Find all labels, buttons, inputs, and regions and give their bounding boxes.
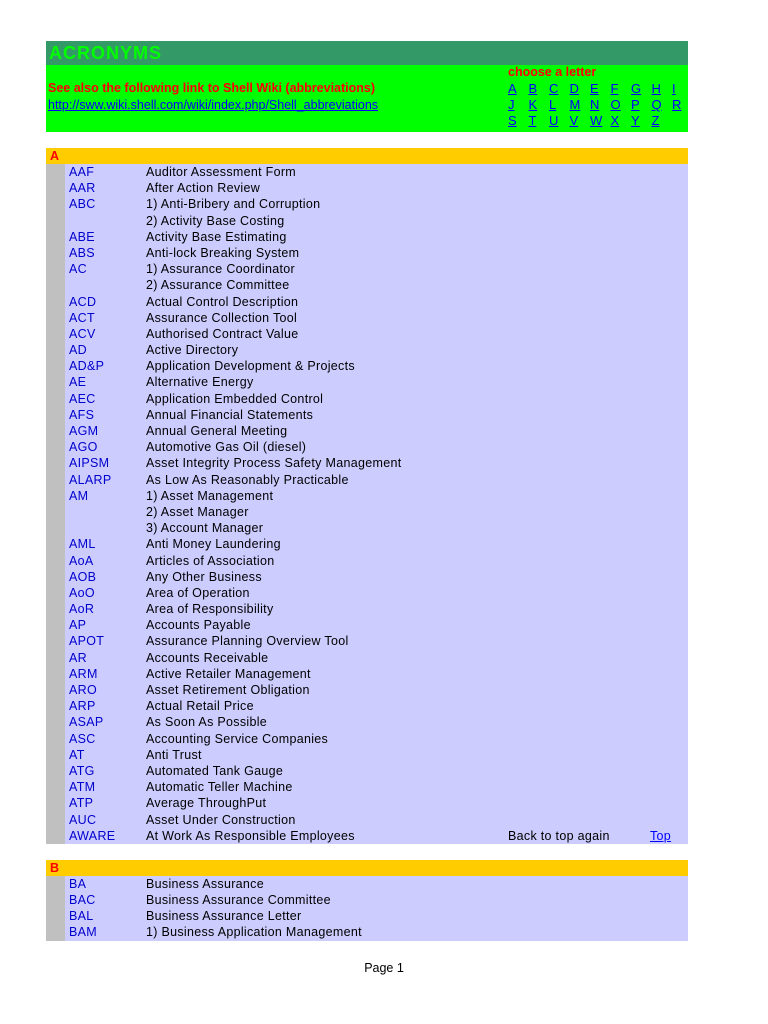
acronym-abbr: AD&P [69, 359, 105, 374]
acronym-abbr: AT [69, 747, 85, 762]
acronym-row [46, 763, 688, 779]
letter-link-m[interactable]: M [569, 97, 581, 112]
acronym-abbr: AE [69, 375, 87, 390]
acronym-row [46, 423, 688, 439]
acronym-abbr: AFS [69, 407, 95, 422]
acronym-abbr: AC [69, 262, 87, 277]
letter-link-w[interactable]: W [590, 113, 603, 128]
letter-link-o[interactable]: O [610, 97, 621, 112]
acronym-row [46, 520, 688, 536]
letter-link-e[interactable]: E [590, 81, 599, 96]
letter-row [508, 81, 688, 97]
acronym-description: Any Other Business [146, 569, 262, 584]
letter-link-r[interactable]: R [672, 97, 682, 112]
acronym-abbr: ASAP [69, 715, 104, 730]
acronym-row [46, 488, 688, 504]
acronym-abbr: ACT [69, 310, 95, 325]
sections-container [46, 132, 688, 941]
acronym-description: Actual Control Description [146, 294, 299, 309]
acronym-abbr: ARO [69, 683, 97, 697]
acronym-abbr: ACV [69, 326, 96, 341]
acronym-description: 2) Assurance Committee [146, 278, 290, 293]
acronym-row [46, 795, 688, 811]
letter-link-h[interactable]: H [651, 81, 661, 96]
acronym-row [46, 229, 688, 245]
acronym-description: Automatic Teller Machine [146, 780, 293, 795]
acronym-abbr: ALARP [69, 472, 112, 487]
acronym-description: Average ThroughPut [146, 796, 267, 811]
acronym-abbr: AD [69, 343, 87, 358]
see-also-text: See also the following link to Shell Wiki (abbreviations) [48, 81, 376, 95]
acronym-abbr: AGO [69, 440, 98, 455]
acronym-row [46, 326, 688, 342]
acronym-row [46, 374, 688, 390]
acronym-row [46, 569, 688, 585]
acronym-row [46, 876, 688, 892]
acronym-row [46, 391, 688, 407]
acronym-description: Business Assurance Letter [146, 909, 302, 924]
acronym-description: Alternative Energy [146, 375, 254, 390]
section-header-a: A [46, 148, 688, 164]
acronym-description: Asset Retirement Obligation [146, 683, 310, 697]
acronym-row [46, 779, 688, 795]
acronym-description: Asset Under Construction [146, 812, 296, 827]
section-header-b: B [46, 860, 688, 876]
acronym-abbr: AWARE [69, 828, 116, 843]
acronym-row [46, 633, 688, 649]
acronym-abbr: BAC [69, 893, 96, 908]
acronym-abbr: AAF [69, 165, 95, 179]
acronym-description: Area of Operation [146, 585, 250, 600]
back-to-top-label: Back to top again [508, 828, 610, 843]
letter-row [508, 113, 688, 129]
acronym-row [46, 682, 688, 698]
acronym-description: Anti Trust [146, 747, 202, 762]
acronym-row [46, 310, 688, 326]
acronym-abbr: ATP [69, 796, 94, 811]
letter-link-y[interactable]: Y [631, 113, 640, 128]
section-spacer [46, 132, 688, 148]
section-body [46, 164, 688, 844]
acronym-description: 1) Anti-Bribery and Corruption [146, 197, 321, 212]
acronym-row [46, 342, 688, 358]
acronym-row [46, 294, 688, 310]
acronym-row [46, 731, 688, 747]
acronym-abbr: AGM [69, 424, 99, 438]
acronym-row [46, 439, 688, 455]
letter-link-z[interactable]: Z [651, 113, 660, 128]
acronym-abbr: AR [69, 650, 87, 665]
acronym-row [46, 812, 688, 828]
acronym-abbr: ABC [69, 197, 96, 212]
acronym-description: 1) Assurance Coordinator [146, 262, 295, 277]
letter-row [508, 97, 688, 113]
acronym-description: Automated Tank Gauge [146, 763, 284, 778]
page-number: Page 1 [364, 961, 404, 975]
acronym-row [46, 908, 688, 924]
letter-link-t[interactable]: T [528, 113, 537, 128]
letter-link-q[interactable]: Q [651, 97, 662, 112]
acronym-description: 3) Account Manager [146, 521, 264, 536]
acronym-abbr: BAM [69, 925, 97, 940]
acronym-description: Accounting Service Companies [146, 731, 329, 746]
acronym-description: Business Assurance [146, 876, 264, 891]
acronym-abbr: APOT [69, 634, 105, 649]
acronym-abbr: AP [69, 618, 87, 633]
acronym-description: Active Directory [146, 343, 239, 358]
letter-link-b[interactable]: B [528, 81, 538, 96]
acronym-row [46, 504, 688, 520]
acronym-row [46, 213, 688, 229]
acronym-description: 2) Activity Base Costing [146, 213, 285, 228]
acronym-row [46, 617, 688, 633]
acronym-row [46, 924, 688, 940]
acronym-description: Accounts Receivable [146, 650, 269, 665]
acronym-row [46, 358, 688, 374]
acronym-abbr: BA [69, 876, 87, 891]
acronym-abbr: ATG [69, 763, 95, 778]
acronym-description: 2) Asset Manager [146, 504, 249, 519]
shell-wiki-link[interactable]: http://sww.wiki.shell.com/wiki/index.php/Shell_abbreviations [48, 98, 379, 112]
acronym-description: Annual Financial Statements [146, 407, 314, 422]
acronym-description: Application Embedded Control [146, 391, 324, 406]
acronym-abbr: AoA [69, 553, 94, 568]
acronym-row [46, 455, 688, 471]
acronym-description: Application Development & Projects [146, 359, 355, 374]
letter-link-j[interactable]: J [508, 97, 515, 112]
letter-index [508, 81, 688, 129]
acronym-row [46, 407, 688, 423]
acronym-abbr: AML [69, 537, 96, 552]
acronym-description: Area of Responsibility [146, 602, 274, 617]
acronym-abbr: ATM [69, 780, 96, 795]
acronym-description: 1) Asset Management [146, 488, 274, 503]
acronym-sheet [46, 41, 688, 941]
letter-link-s[interactable]: S [508, 113, 517, 128]
letter-link-l[interactable]: L [549, 97, 557, 112]
letter-link-p[interactable]: P [631, 97, 640, 112]
acronym-description: Assurance Collection Tool [146, 310, 298, 325]
acronym-abbr: AIPSM [69, 456, 110, 471]
acronym-description: Anti-lock Breaking System [146, 245, 300, 260]
acronym-description: Articles of Association [146, 553, 275, 568]
acronym-description: Active Retailer Management [146, 666, 311, 681]
acronym-description: Anti Money Laundering [146, 537, 281, 552]
letter-link-v[interactable]: V [569, 113, 579, 128]
acronym-abbr: ARP [69, 699, 96, 714]
acronym-abbr: AUC [69, 812, 97, 827]
acronym-description: Annual General Meeting [146, 424, 288, 438]
acronym-row [46, 892, 688, 908]
sheet-title: ACRONYMS [46, 41, 688, 65]
acronym-abbr: AM [69, 488, 89, 503]
acronym-description: Business Assurance Committee [146, 893, 331, 908]
back-to-top-link[interactable]: Top [650, 828, 672, 843]
acronym-abbr: ABS [69, 245, 95, 260]
acronym-row [46, 196, 688, 212]
acronym-description: As Soon As Possible [146, 715, 268, 730]
header-panel [46, 65, 688, 132]
acronym-row [46, 650, 688, 666]
letter-link-x[interactable]: X [610, 113, 620, 128]
acronym-abbr: BAL [69, 909, 94, 924]
acronym-description: Actual Retail Price [146, 699, 254, 714]
acronym-description: Activity Base Estimating [146, 229, 287, 244]
acronym-row [46, 472, 688, 488]
letter-link-d[interactable]: D [569, 81, 579, 96]
acronym-description: Auditor Assessment Form [146, 165, 297, 179]
acronym-description: At Work As Responsible Employees [146, 828, 355, 843]
acronym-abbr: ABE [69, 229, 95, 244]
acronym-abbr: ASC [69, 731, 96, 746]
letter-link-a[interactable]: A [508, 81, 517, 96]
acronym-row [46, 164, 688, 180]
letter-link-u[interactable]: U [549, 113, 559, 128]
acronym-row [46, 666, 688, 682]
acronym-abbr: AEC [69, 391, 96, 406]
letter-link-c[interactable]: C [549, 81, 559, 96]
acronym-row [46, 536, 688, 552]
acronym-row [46, 553, 688, 569]
section-body [46, 876, 688, 941]
letter-link-k[interactable]: K [528, 97, 538, 112]
acronym-row [46, 747, 688, 763]
acronym-abbr: AoO [69, 585, 95, 600]
acronym-row [46, 585, 688, 601]
acronym-row [46, 828, 688, 844]
choose-letter-label: choose a letter [508, 65, 597, 79]
acronym-abbr: ARM [69, 666, 98, 681]
acronym-description: As Low As Reasonably Practicable [146, 472, 349, 487]
acronym-description: After Action Review [146, 181, 261, 196]
acronym-abbr: AAR [69, 181, 96, 196]
acronym-description: Authorised Contract Value [146, 326, 299, 341]
acronym-abbr: ACD [69, 294, 97, 309]
acronym-description: 1) Business Application Management [146, 925, 362, 940]
acronym-row [46, 261, 688, 277]
acronym-row [46, 245, 688, 261]
acronym-abbr: AOB [69, 569, 97, 584]
acronym-description: Assurance Planning Overview Tool [146, 634, 349, 649]
acronym-row [46, 601, 688, 617]
section-spacer [46, 844, 688, 860]
acronym-description: Asset Integrity Process Safety Management [146, 456, 402, 471]
acronym-description: Accounts Payable [146, 618, 251, 633]
acronym-row [46, 180, 688, 196]
letter-link-f[interactable]: F [610, 81, 619, 96]
letter-link-g[interactable]: G [631, 81, 642, 96]
acronym-row [46, 714, 688, 730]
acronym-abbr: AoR [69, 602, 95, 617]
letter-link-n[interactable]: N [590, 97, 600, 112]
letter-link-i[interactable]: I [672, 81, 676, 96]
acronym-description: Automotive Gas Oil (diesel) [146, 440, 307, 455]
acronym-row [46, 277, 688, 293]
acronym-row [46, 698, 688, 714]
